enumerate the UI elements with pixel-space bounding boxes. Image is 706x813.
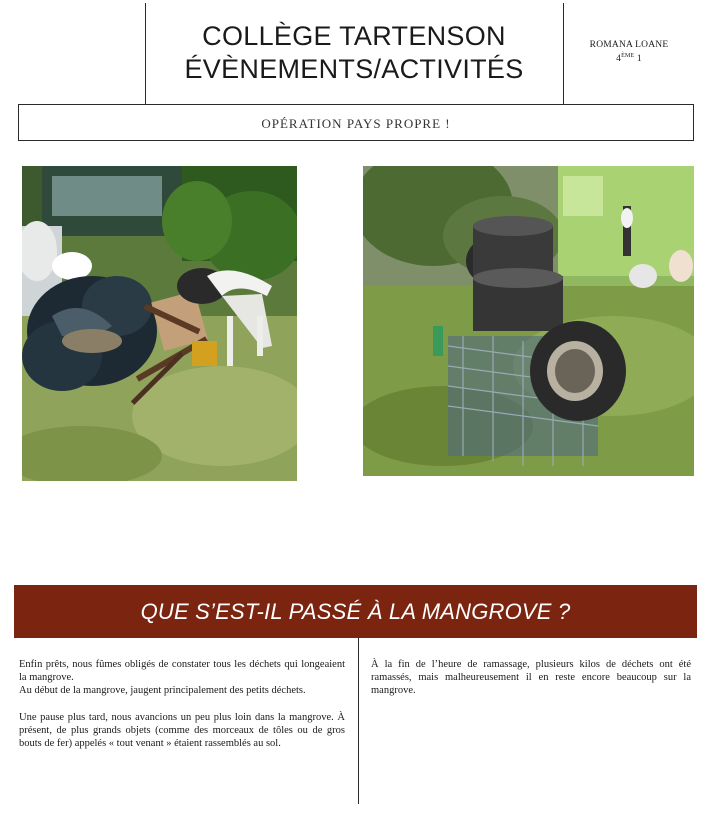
article-column-right — [371, 658, 691, 711]
subtitle-bottom-rule — [18, 140, 694, 141]
header-bottom-rule — [18, 104, 694, 105]
operation-subtitle: OPÉRATION PAYS PROPRE ! — [261, 116, 451, 131]
school-name: COLLÈGE TARTENSON — [202, 21, 506, 51]
section-banner: QUE S’EST-IL PASSÉ À LA MANGROVE ? — [14, 585, 697, 638]
section-name: ÉVÈNEMENTS/ACTIVITÉS — [184, 54, 524, 84]
author-block — [565, 40, 693, 65]
page-title — [146, 20, 562, 86]
photo-right-illustration — [363, 166, 694, 476]
article-column-left — [19, 658, 345, 763]
photo-right-tires-cart — [363, 166, 694, 476]
author-class — [565, 51, 693, 65]
class-number: 4 — [616, 54, 622, 65]
paragraph-start: Au début de la mangrove, jaugent principalement des petits déchets. — [19, 685, 306, 697]
paragraph-end: À la fin de l’heure de ramassage, plusieurs kilos de déchets ont été ramassés, mais malheureusement il en reste encore beaucoup sur la mangrove. — [371, 659, 691, 697]
header-divider-right — [563, 3, 564, 104]
paragraph-intro: Enfin prêts, nous fûmes obligés de constater tous les déchets qui longeaient la mangrove. — [19, 659, 345, 684]
class-group: 1 — [636, 54, 642, 65]
class-suffix: ÈME — [621, 53, 635, 59]
paragraph-pause: Une pause plus tard, nous avancions un peu plus loin dans la mangrove. À présent, de plus grands objets (comme des morceaux de tôles ou de gros bouts de fer) appelés « tout venant » étaient rassemblés au sol. — [19, 711, 345, 750]
photo-left-illustration — [22, 166, 297, 481]
column-divider — [358, 638, 359, 804]
photo-left-waste-pile — [22, 166, 297, 481]
author-name: ROMANA LOANE — [589, 40, 669, 50]
